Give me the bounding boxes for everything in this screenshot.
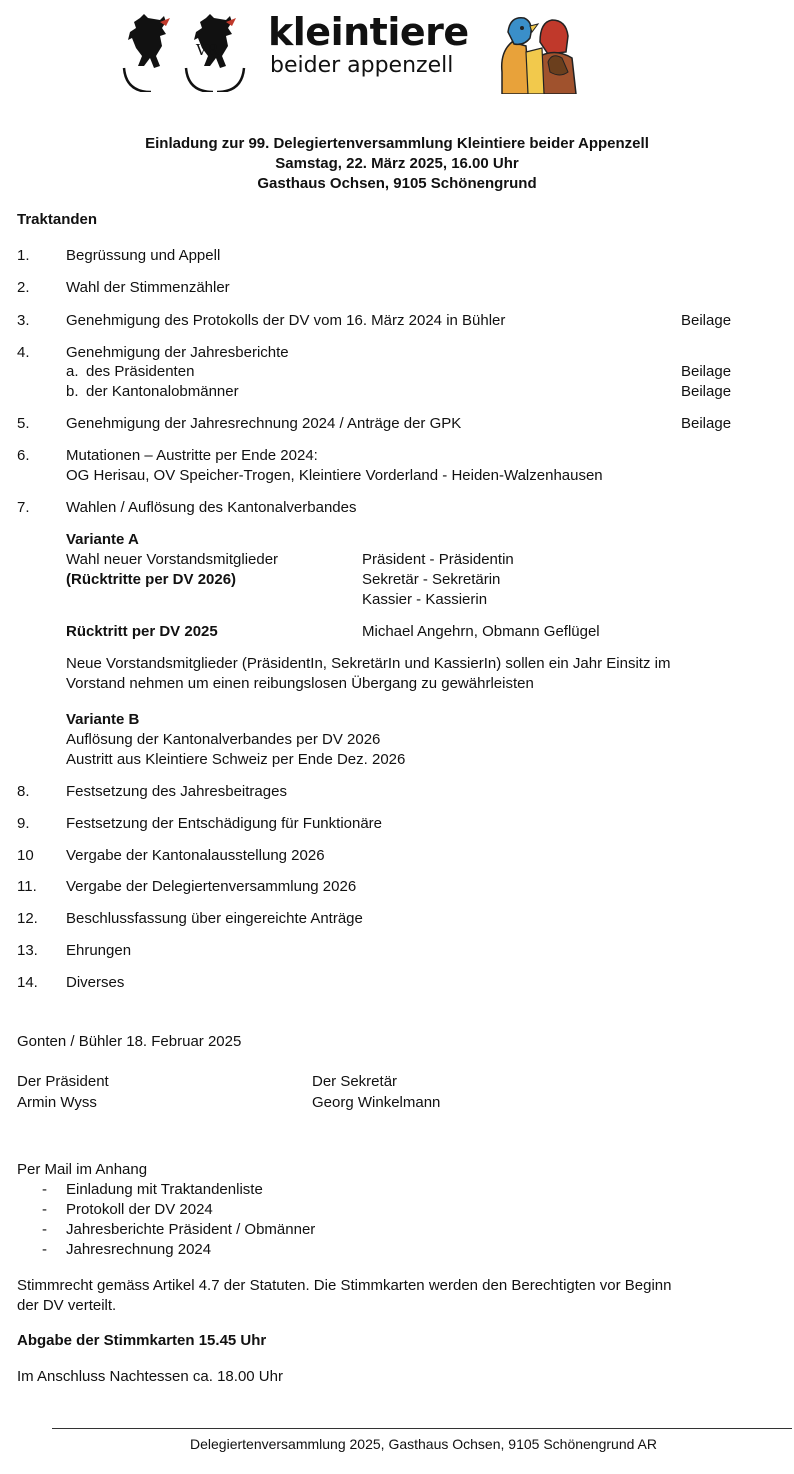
brand-subtitle: beider appenzell [270, 53, 454, 78]
variant-a-paragraph-2: Vorstand nehmen um einen reibungslosen Übergang zu gewährleisten [66, 675, 534, 692]
agenda-item-text: Genehmigung der Jahresberichte [66, 344, 289, 361]
agenda-item-text-2: OG Herisau, OV Speicher-Trogen, Kleintiere Vorderland - Heiden-Walzenhausen [66, 467, 603, 484]
title-line-1: Einladung zur 99. Delegiertenversammlung Kleintiere beider Appenzell [145, 135, 649, 152]
agenda-item-number: 12. [17, 910, 38, 927]
attachments-heading: Per Mail im Anhang [17, 1161, 148, 1178]
president-role: Der Präsident [17, 1073, 109, 1090]
attachment-item: Protokoll der DV 2024 [66, 1201, 213, 1218]
bullet: - [42, 1241, 47, 1258]
attachment-note: Beilage [681, 383, 732, 400]
variant-a-heading: Variante A [66, 531, 139, 548]
agenda-item-number: 8. [17, 783, 30, 800]
variant-a-left-2: (Rücktritte per DV 2026) [66, 571, 237, 588]
animals-logo-icon [496, 12, 580, 94]
agenda-item-text: Ehrungen [66, 942, 132, 959]
agenda-item-number: 2. [17, 279, 30, 296]
agenda-item-text: Festsetzung des Jahresbeitrages [66, 783, 287, 800]
role-treasurer: Kassier - Kassierin [362, 591, 488, 608]
sub-item-letter: b. [66, 383, 79, 400]
agenda-item-number: 6. [17, 447, 30, 464]
agenda-item-number: 4. [17, 344, 30, 361]
voting-cards-time: Abgabe der Stimmkarten 15.45 Uhr [17, 1332, 267, 1349]
brand-name: kleintiere [268, 10, 469, 54]
agenda-item-number: 3. [17, 312, 30, 329]
agenda-item-number: 13. [17, 942, 38, 959]
agenda-item-number: 11. [17, 878, 37, 895]
agenda-item-text: Wahlen / Auflösung des Kantonalverbandes [66, 499, 357, 516]
variant-b-line-2: Austritt aus Kleintiere Schweiz per Ende Dez. 2026 [66, 751, 406, 768]
bullet: - [42, 1201, 47, 1218]
title-line-3: Gasthaus Ochsen, 9105 Schönengrund [257, 175, 537, 192]
agenda-item-text: Wahl der Stimmenzähler [66, 279, 230, 296]
secretary-role: Der Sekretär [312, 1073, 398, 1090]
variant-b-line-1: Auflösung der Kantonalverbandes per DV 2026 [66, 731, 381, 748]
attachment-item: Jahresberichte Präsident / Obmänner [66, 1221, 316, 1238]
bullet: - [42, 1221, 47, 1238]
agenda-item-text: Mutationen – Austritte per Ende 2024: [66, 447, 318, 464]
president-name: Armin Wyss [17, 1094, 97, 1111]
variant-b-heading: Variante B [66, 711, 140, 728]
title-line-2: Samstag, 22. März 2025, 16.00 Uhr [275, 155, 519, 172]
role-secretary: Sekretär - Sekretärin [362, 571, 501, 588]
attachment-note: Beilage [681, 415, 732, 432]
agenda-heading: Traktanden [17, 211, 98, 228]
attachment-note: Beilage [681, 312, 732, 329]
resignation-label: Rücktritt per DV 2025 [66, 623, 218, 640]
agenda-item-text: Beschlussfassung über eingereichte Anträge [66, 910, 363, 927]
footer-divider [52, 1428, 792, 1429]
bear-crest-right [182, 12, 248, 92]
variant-a-left-1: Wahl neuer Vorstandsmitglieder [66, 551, 279, 568]
agenda-item-text: Vergabe der Delegiertenversammlung 2026 [66, 878, 357, 895]
attachment-item: Jahresrechnung 2024 [66, 1241, 212, 1258]
bear-crest-left [120, 12, 182, 92]
resignation-value: Michael Angehrn, Obmann Geflügel [362, 623, 600, 640]
agenda-item-number: 14. [17, 974, 38, 991]
dinner-note: Im Anschluss Nachtessen ca. 18.00 Uhr [17, 1368, 283, 1385]
attachment-note: Beilage [681, 363, 732, 380]
agenda-item-number: 7. [17, 499, 30, 516]
role-president: Präsident - Präsidentin [362, 551, 514, 568]
agenda-item-number: 9. [17, 815, 30, 832]
agenda-item-text: Diverses [66, 974, 125, 991]
sub-item-text: des Präsidenten [86, 363, 195, 380]
bullet: - [42, 1181, 47, 1198]
voting-note-1: Stimmrecht gemäss Artikel 4.7 der Statuten. Die Stimmkarten werden den Berechtigten vor Beginn [17, 1277, 672, 1294]
agenda-item-text: Festsetzung der Entschädigung für Funktionäre [66, 815, 383, 832]
place-date: Gonten / Bühler 18. Februar 2025 [17, 1033, 242, 1050]
attachment-item: Einladung mit Traktandenliste [66, 1181, 263, 1198]
sub-item-text: der Kantonalobmänner [86, 383, 239, 400]
agenda-item-text: Vergabe der Kantonalausstellung 2026 [66, 847, 325, 864]
agenda-item-text: Genehmigung der Jahresrechnung 2024 / Anträge der GPK [66, 415, 462, 432]
variant-a-paragraph-1: Neue Vorstandsmitglieder (PräsidentIn, SekretärIn und KassierIn) sollen ein Jahr Einsitz im [66, 655, 671, 672]
bear-crest-icon [120, 12, 182, 92]
agenda-item-number: 1. [17, 247, 30, 264]
footer-text: Delegiertenversammlung 2025, Gasthaus Ochsen, 9105 Schönengrund AR [190, 1436, 657, 1452]
agenda-item-number: 10 [17, 847, 34, 864]
agenda-item-number: 5. [17, 415, 30, 432]
sub-item-letter: a. [66, 363, 79, 380]
secretary-name: Georg Winkelmann [312, 1094, 441, 1111]
voting-note-2: der DV verteilt. [17, 1297, 117, 1314]
agenda-item-text: Genehmigung des Protokolls der DV vom 16. März 2024 in Bühler [66, 312, 506, 329]
crest-letters: VR [196, 41, 219, 59]
agenda-item-text: Begrüssung und Appell [66, 247, 221, 264]
animals-logo [496, 12, 580, 94]
